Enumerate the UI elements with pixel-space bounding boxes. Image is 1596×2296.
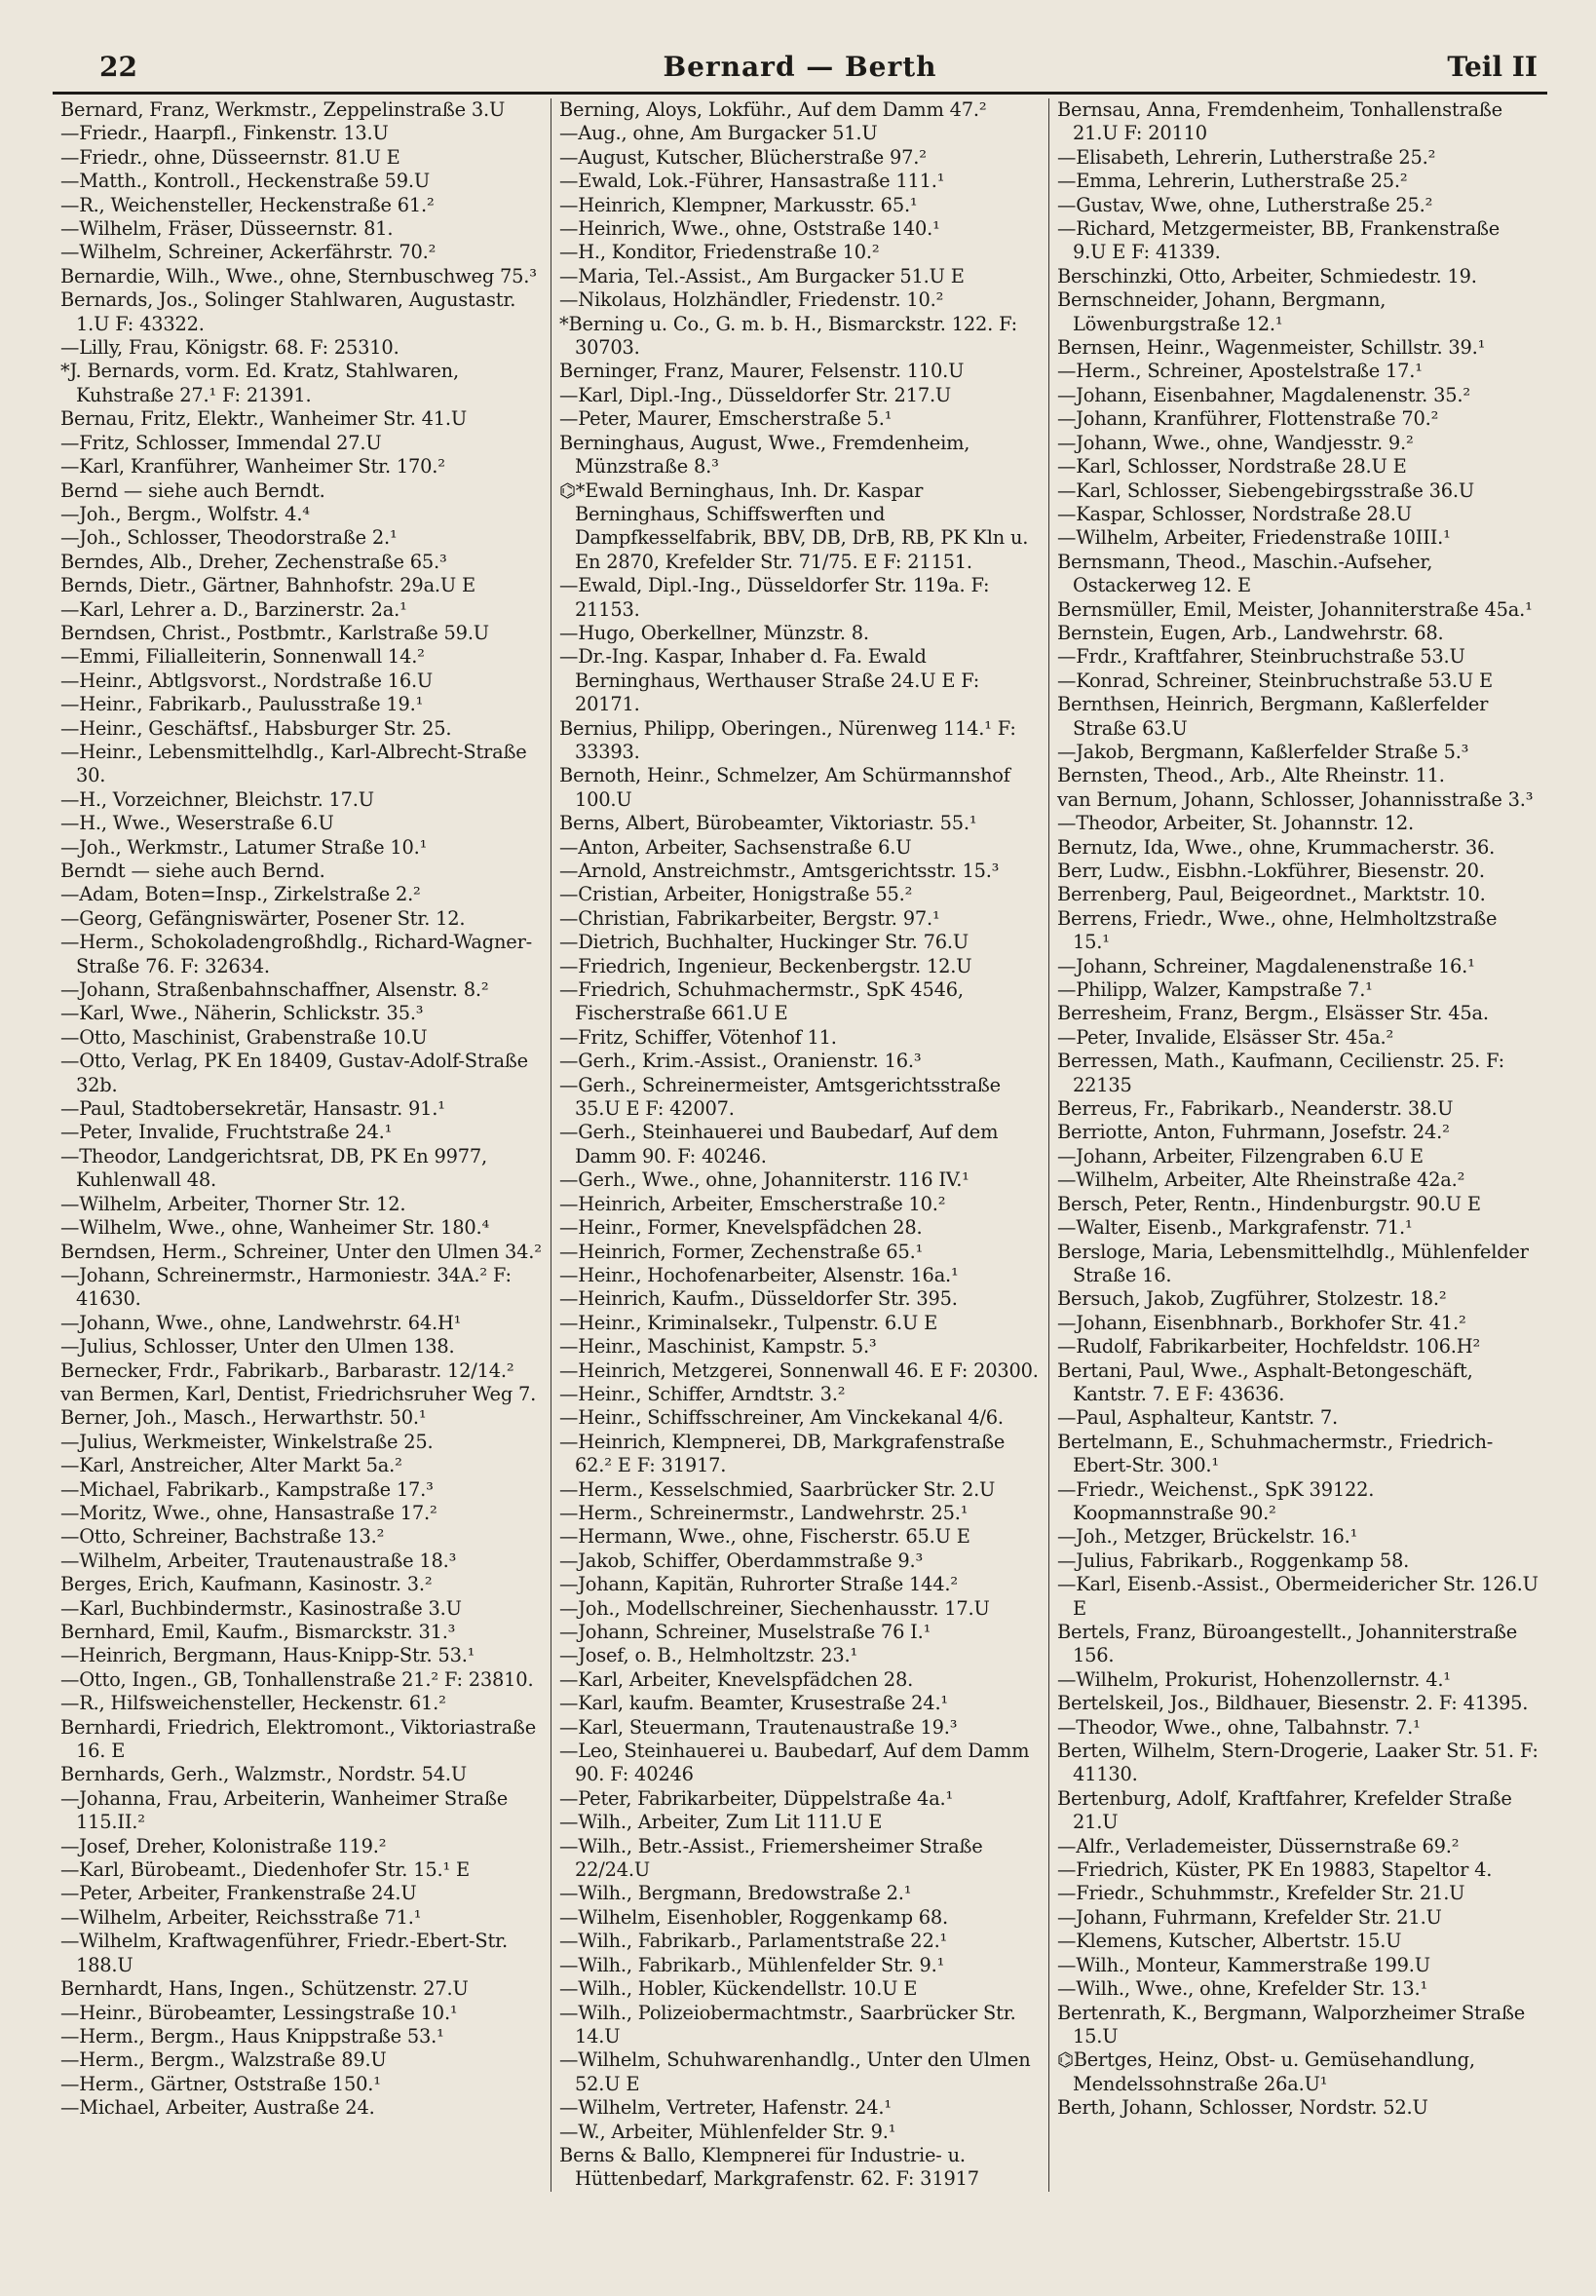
- directory-entry: —Johann, Eisenbhnarb., Borkhofer Str. 41.²: [1057, 1311, 1466, 1334]
- directory-entry: —Joh., Modellschreiner, Siechenhausstr. 17.U: [559, 1596, 990, 1620]
- directory-entry: Berninger, Franz, Maurer, Felsenstr. 110.U: [559, 360, 965, 383]
- directory-entry: —Wilhelm, Prokurist, Hohenzollernstr. 4.¹: [1057, 1667, 1451, 1691]
- directory-entry: —Emmi, Filialleiterin, Sonnenwall 14.²: [60, 645, 425, 669]
- directory-entry: —Heinr., Fabrikarb., Paulusstraße 19.¹: [60, 693, 424, 716]
- directory-entry: —Karl, Dipl.-Ing., Düsseldorfer Str. 217.U: [559, 383, 952, 406]
- directory-entry: —Heinr., Hochofenarbeiter, Alsenstr. 16a.¹: [559, 1263, 959, 1286]
- directory-entry: —Matth., Kontroll., Heckenstraße 59.U: [60, 170, 431, 193]
- directory-entry: —Jakob, Bergmann, Kaßlerfelder Straße 5.³: [1057, 740, 1469, 763]
- directory-entry: Berten, Wilhelm, Stern-Drogerie, Laaker Str. 51. F: 41130.: [1057, 1740, 1539, 1786]
- directory-entry: —Joh., Metzger, Brückelstr. 16.¹: [1057, 1525, 1358, 1549]
- directory-entry: Berner, Joh., Masch., Herwarthstr. 50.¹: [60, 1406, 427, 1430]
- directory-entry: Bernutz, Ida, Wwe., ohne, Krummacherstr. 36.: [1057, 835, 1496, 859]
- directory-entry: —Heinr., Schiffer, Arndtstr. 3.²: [559, 1382, 846, 1405]
- directory-entry: —Johann, Wwe., ohne, Wandjesstr. 9.²: [1057, 431, 1414, 454]
- directory-entry: —H., Vorzeichner, Bleichstr. 17.U: [60, 787, 374, 811]
- directory-entry: —Dietrich, Buchhalter, Huckinger Str. 76.U: [559, 931, 969, 954]
- directory-entry: Berresheim, Franz, Bergm., Elsässer Str. 45a.: [1057, 1002, 1489, 1025]
- directory-entry: Berns, Albert, Bürobeamter, Viktoriastr. 55.¹: [559, 812, 977, 835]
- directory-entry: —Karl, Steuermann, Trautenaustraße 19.³: [559, 1715, 958, 1739]
- directory-entry: —Paul, Asphalteur, Kantstr. 7.: [1057, 1406, 1339, 1430]
- directory-entry: Bernsten, Theod., Arb., Alte Rheinstr. 11.: [1057, 764, 1445, 787]
- columns: [53, 98, 1547, 2192]
- directory-entry: —Karl, Schlosser, Nordstraße 28.U E: [1057, 455, 1407, 478]
- directory-entry: —Wilhelm, Arbeiter, Thorner Str. 12.: [60, 1192, 406, 1215]
- directory-entry: —R., Hilfsweichensteller, Heckenstr. 61.²: [60, 1692, 446, 1715]
- directory-entry: Bersch, Peter, Rentn., Hindenburgstr. 90.U E: [1057, 1192, 1481, 1215]
- directory-entry: —Friedr., Haarpfl., Finkenstr. 13.U: [60, 122, 389, 145]
- directory-entry: Bernoth, Heinr., Schmelzer, Am Schürmannshof 100.U: [559, 764, 1010, 811]
- directory-entry: —August, Kutscher, Blücherstraße 97.²: [559, 145, 927, 169]
- directory-entry: —Friedrich, Ingenieur, Beckenbergstr. 12.U: [559, 954, 972, 977]
- directory-entry: Berreus, Fr., Fabrikarb., Neanderstr. 38.U: [1057, 1097, 1454, 1121]
- directory-entry: —Karl, Buchbindermstr., Kasinostraße 3.U: [60, 1596, 462, 1620]
- directory-entry: —Wilh., Polizeiobermachtmstr., Saarbrücker Str. 14.U: [559, 2001, 1016, 2047]
- directory-entry: —Karl, Bürobeamt., Diedenhofer Str. 15.¹ E: [60, 1858, 470, 1882]
- directory-entry: Berschinzki, Otto, Arbeiter, Schmiedestr. 19.: [1057, 264, 1477, 287]
- directory-entry: Berr, Ludw., Eisbhn.-Lokführer, Biesenstr. 20.: [1057, 860, 1485, 882]
- directory-entry: —Johann, Arbeiter, Filzengraben 6.U E: [1057, 1144, 1424, 1167]
- directory-entry: —Aug., ohne, Am Burgacker 51.U: [559, 122, 878, 145]
- directory-entry: —Heinr., Schiffsschreiner, Am Vinckekanal 4/6.: [559, 1406, 1004, 1430]
- directory-entry: Berndsen, Christ., Postbmtr., Karlstraße 59.U: [60, 621, 489, 644]
- directory-entry: *J. Bernards, vorm. Ed. Kratz, Stahlwaren, Kuhstraße 27.¹ F: 21391.: [60, 360, 459, 406]
- directory-entry: ⌬*Ewald Berninghaus, Inh. Dr. Kaspar Berninghaus, Schiffswerften und Dampfkesselfabrik, BBV, DB, DrB, RB, PK Kln u. En 2870, Krefelder Str. 71/75. E F: 21151.: [559, 478, 1029, 573]
- directory-entry: —Wilhelm, Arbeiter, Reichsstraße 71.¹: [60, 1905, 422, 1929]
- directory-entry: Bernsmann, Theod., Maschin.-Aufseher, Ostackerweg 12. E: [1057, 550, 1433, 597]
- directory-entry: —Klemens, Kutscher, Albertstr. 15.U: [1057, 1930, 1402, 1953]
- directory-entry: —Michael, Arbeiter, Austraße 24.: [60, 2096, 375, 2120]
- directory-entry: —Johann, Eisenbahner, Magdalenenstr. 35.²: [1057, 383, 1470, 406]
- directory-entry: ⌬Bertges, Heinz, Obst- u. Gemüsehandlung, Mendelssohnstraße 26a.U¹: [1057, 2048, 1475, 2095]
- directory-entry: —Wilhelm, Kraftwagenführer, Friedr.-Ebert-Str. 188.U: [60, 1930, 508, 1976]
- column-left: [53, 98, 551, 2192]
- directory-entry: Berges, Erich, Kaufmann, Kasinostr. 3.²: [60, 1573, 433, 1596]
- directory-entry: —Johann, Schreinermstr., Harmoniestr. 34A.² F: 41630.: [60, 1263, 512, 1311]
- directory-entry: —Wilh., Bergmann, Bredowstraße 2.¹: [559, 1882, 912, 1905]
- directory-entry: —Hugo, Oberkellner, Münzstr. 8.: [559, 621, 869, 644]
- directory-entry: —Herm., Gärtner, Oststraße 150.¹: [60, 2072, 381, 2095]
- directory-entry: Berrenberg, Paul, Beigeordnet., Marktstr. 10.: [1057, 883, 1486, 906]
- directory-entry: Bersloge, Maria, Lebensmittelhdlg., Mühlenfelder Straße 16.: [1057, 1240, 1529, 1286]
- directory-entry: —Heinrich, Klempner, Markusstr. 65.¹: [559, 193, 918, 216]
- directory-entry: —Otto, Schreiner, Bachstraße 13.²: [60, 1525, 385, 1549]
- directory-entry: Bernhardi, Friedrich, Elektromont., Viktoriastraße 16. E: [60, 1715, 536, 1763]
- directory-entry: —Moritz, Wwe., ohne, Hansastraße 17.²: [60, 1501, 437, 1524]
- directory-entry: Bernthsen, Heinrich, Bergmann, Kaßlerfelder Straße 63.U: [1057, 693, 1489, 740]
- directory-entry: —Gerh., Schreinermeister, Amtsgerichtsstraße 35.U E F: 42007.: [559, 1073, 1001, 1121]
- directory-entry: —Wilhelm, Vertreter, Hafenstr. 24.¹: [559, 2096, 892, 2120]
- directory-entry: —Christian, Fabrikarbeiter, Bergstr. 97.¹: [559, 906, 940, 930]
- directory-entry: —Elisabeth, Lehrerin, Lutherstraße 25.²: [1057, 145, 1436, 169]
- directory-entry: —Herm., Schreinermstr., Landwehrstr. 25.¹: [559, 1501, 969, 1524]
- directory-entry: —Philipp, Walzer, Kampstraße 7.¹: [1057, 978, 1373, 1002]
- directory-entry: —Fritz, Schiffer, Vötenhof 11.: [559, 1025, 837, 1049]
- directory-entry: —Cristian, Arbeiter, Honigstraße 55.²: [559, 883, 913, 906]
- directory-entry: van Bermen, Karl, Dentist, Friedrichsruher Weg 7.: [60, 1382, 537, 1405]
- directory-entry: —Otto, Maschinist, Grabenstraße 10.U: [60, 1025, 428, 1049]
- directory-entry: Bernecker, Frdr., Fabrikarb., Barbarastr. 12/14.²: [60, 1358, 514, 1382]
- directory-entry: Bertelskeil, Jos., Bildhauer, Biesenstr. 2. F: 41395.: [1057, 1692, 1529, 1715]
- directory-entry: —Joh., Schlosser, Theodorstraße 2.¹: [60, 526, 398, 550]
- directory-entry: Bertani, Paul, Wwe., Asphalt-Betongeschäft, Kantstr. 7. E F: 43636.: [1057, 1358, 1473, 1405]
- directory-entry: —Heinr., Abtlgsvorst., Nordstraße 16.U: [60, 669, 434, 692]
- directory-entry: —Josef, Dreher, Kolonistraße 119.²: [60, 1834, 387, 1857]
- directory-entry: Bersuch, Jakob, Zugführer, Stolzestr. 18.²: [1057, 1287, 1447, 1311]
- directory-entry: —Wilhelm, Wwe., ohne, Wanheimer Str. 180.⁴: [60, 1216, 490, 1240]
- directory-entry: Berndsen, Herm., Schreiner, Unter den Ulmen 34.²: [60, 1240, 542, 1263]
- directory-entry: —Peter, Arbeiter, Frankenstraße 24.U: [60, 1882, 417, 1905]
- directory-entry: Bernhard, Emil, Kaufm., Bismarckstr. 31.³: [60, 1621, 456, 1643]
- directory-entry: —W., Arbeiter, Mühlenfelder Str. 9.¹: [559, 2120, 896, 2143]
- directory-entry: —Wilh., Hobler, Kückendellstr. 10.U E: [559, 1977, 918, 2001]
- directory-entry: Bernsau, Anna, Fremdenheim, Tonhallenstraße 21.U F: 20110: [1057, 98, 1502, 145]
- directory-entry: —Michael, Fabrikarb., Kampstraße 17.³: [60, 1477, 434, 1501]
- directory-entry: —Julius, Fabrikarb., Roggenkamp 58.: [1057, 1549, 1410, 1572]
- directory-entry: —Johann, Schreiner, Muselstraße 76 I.¹: [559, 1621, 931, 1643]
- directory-entry: —Alfr., Verlademeister, Düssernstraße 69.²: [1057, 1834, 1460, 1857]
- directory-entry: —Gerh., Wwe., ohne, Johanniterstr. 116 IV.¹: [559, 1168, 969, 1192]
- directory-entry: —Ewald, Lok.-Führer, Hansastraße 111.¹: [559, 170, 945, 193]
- directory-entry: —Wilhelm, Arbeiter, Alte Rheinstraße 42a.²: [1057, 1168, 1465, 1192]
- directory-entry: Bernschneider, Johann, Bergmann, Löwenburgstraße 12.¹: [1057, 288, 1387, 335]
- directory-entry: —Wilh., Wwe., ohne, Krefelder Str. 13.¹: [1057, 1977, 1428, 2001]
- directory-entry: —Karl, Lehrer a. D., Barzinerstr. 2a.¹: [60, 597, 407, 621]
- directory-entry: —Josef, o. B., Helmholtzstr. 23.¹: [559, 1644, 858, 1667]
- directory-entry: —Julius, Schlosser, Unter den Ulmen 138.: [60, 1335, 455, 1358]
- directory-entry: —Frdr., Kraftfahrer, Steinbruchstraße 53.U: [1057, 645, 1465, 669]
- directory-entry: —R., Weichensteller, Heckenstraße 61.²: [60, 193, 435, 216]
- directory-entry: —Johann, Fuhrmann, Krefelder Str. 21.U: [1057, 1905, 1442, 1929]
- directory-entry: —Heinrich, Wwe., ohne, Oststraße 140.¹: [559, 217, 940, 241]
- directory-entry: —Heinrich, Bergmann, Haus-Knipp-Str. 53.¹: [60, 1644, 475, 1667]
- directory-entry: —Peter, Maurer, Emscherstraße 5.¹: [559, 407, 893, 431]
- directory-entry: Bernsmüller, Emil, Meister, Johanniterstraße 45a.¹: [1057, 597, 1533, 621]
- directory-entry: Berninghaus, August, Wwe., Fremdenheim, Münzstraße 8.³: [559, 431, 970, 478]
- directory-entry: Berndt — siehe auch Bernd.: [60, 860, 325, 882]
- page-number: 22: [99, 51, 137, 83]
- directory-entry: —Otto, Ingen., GB, Tonhallenstraße 21.² F: 23810.: [60, 1667, 534, 1691]
- directory-entry: —Heinr., Maschinist, Kampstr. 5.³: [559, 1335, 877, 1358]
- directory-entry: —Fritz, Schlosser, Immendal 27.U: [60, 431, 382, 454]
- directory-entry: —Friedrich, Schuhmachermstr., SpK 4546, Fischerstraße 661.U E: [559, 978, 964, 1025]
- directory-entry: Bernius, Philipp, Oberingen., Nürenweg 114.¹ F: 33393.: [559, 716, 1016, 763]
- directory-entry: Berriotte, Anton, Fuhrmann, Josefstr. 24.²: [1057, 1121, 1450, 1144]
- directory-entry: Bernau, Fritz, Elektr., Wanheimer Str. 41.U: [60, 407, 467, 431]
- directory-entry: —Wilhelm, Eisenhobler, Roggenkamp 68.: [559, 1905, 949, 1929]
- directory-entry: —Emma, Lehrerin, Lutherstraße 25.²: [1057, 170, 1408, 193]
- directory-entry: Bernds, Dietr., Gärtner, Bahnhofstr. 29a.U E: [60, 574, 475, 597]
- directory-entry: Bertels, Franz, Büroangestellt., Johanniterstraße 156.: [1057, 1621, 1517, 1667]
- directory-entry: Bernardie, Wilh., Wwe., ohne, Sternbuschweg 75.³: [60, 264, 537, 287]
- directory-entry: Bertelmann, E., Schuhmachermstr., Friedrich-Ebert-Str. 300.¹: [1057, 1430, 1494, 1477]
- directory-entry: —Wilh., Fabrikarb., Parlamentstraße 22.¹: [559, 1930, 948, 1953]
- directory-entry: —Karl, Anstreicher, Alter Markt 5a.²: [60, 1454, 402, 1477]
- directory-entry: —Theodor, Wwe., ohne, Talbahnstr. 7.¹: [1057, 1715, 1421, 1739]
- directory-entry: —Karl, Kranführer, Wanheimer Str. 170.²: [60, 455, 445, 478]
- directory-entry: Bertenburg, Adolf, Kraftfahrer, Krefelder Straße 21.U: [1057, 1786, 1512, 1834]
- directory-entry: —Wilhelm, Arbeiter, Trautenaustraße 18.³: [60, 1549, 457, 1572]
- directory-entry: —Theodor, Landgerichtsrat, DB, PK En 9977, Kuhlenwall 48.: [60, 1144, 487, 1192]
- directory-entry: —Dr.-Ing. Kaspar, Inhaber d. Fa. Ewald Berninghaus, Werthauser Straße 24.U E F: 20171.: [559, 645, 980, 716]
- directory-entry: —Maria, Tel.-Assist., Am Burgacker 51.U E: [559, 264, 965, 287]
- directory-entry: —Friedr., Weichenst., SpK 39122. Koopmannstraße 90.²: [1057, 1477, 1375, 1524]
- directory-entry: —Heinr., Former, Knevelspfädchen 28.: [559, 1216, 923, 1240]
- directory-entry: —Heinrich, Metzgerei, Sonnenwall 46. E F: 20300.: [559, 1358, 1039, 1382]
- directory-entry: —Walter, Eisenb., Markgrafenstr. 71.¹: [1057, 1216, 1413, 1240]
- directory-entry: —Herm., Schreiner, Apostelstraße 17.¹: [1057, 360, 1423, 383]
- directory-entry: Bernstein, Eugen, Arb., Landwehrstr. 68.: [1057, 621, 1444, 644]
- directory-entry: —Wilhelm, Fräser, Düsseernstr. 81.: [60, 217, 394, 241]
- directory-entry: Bernhardt, Hans, Ingen., Schützenstr. 27.U: [60, 1977, 469, 2001]
- directory-entry: —Konrad, Schreiner, Steinbruchstraße 53.U E: [1057, 669, 1493, 692]
- directory-entry: —Heinr., Kriminalsekr., Tulpenstr. 6.U E: [559, 1311, 938, 1334]
- directory-entry: —Herm., Kesselschmied, Saarbrücker Str. 2.U: [559, 1477, 996, 1501]
- directory-entry: Bernards, Jos., Solinger Stahlwaren, Augustastr. 1.U F: 43322.: [60, 288, 516, 335]
- directory-entry: —Gerh., Krim.-Assist., Oranienstr. 16.³: [559, 1050, 922, 1073]
- directory-entry: —Heinrich, Arbeiter, Emscherstraße 10.²: [559, 1192, 946, 1215]
- directory-entry: —Joh., Werkmstr., Latumer Straße 10.¹: [60, 835, 428, 859]
- directory-entry: Bernhards, Gerh., Walzmstr., Nordstr. 54.U: [60, 1763, 467, 1786]
- directory-entry: —Herm., Bergm., Haus Knippstraße 53.¹: [60, 2024, 444, 2047]
- directory-entry: Bertenrath, K., Bergmann, Walporzheimer Straße 15.U: [1057, 2001, 1525, 2047]
- directory-entry: Berning, Aloys, Lokführ., Auf dem Damm 47.²: [559, 98, 987, 121]
- directory-entry: —Wilhelm, Schuhwarenhandlg., Unter den Ulmen 52.U E: [559, 2048, 1031, 2095]
- directory-entry: —Karl, Arbeiter, Knevelspfädchen 28.: [559, 1667, 914, 1691]
- directory-entry: —Paul, Stadtobersekretär, Hansastr. 91.¹: [60, 1097, 445, 1121]
- directory-entry: —Johann, Kranführer, Flottenstraße 70.²: [1057, 407, 1439, 431]
- directory-entry: —Heinr., Bürobeamter, Lessingstraße 10.¹: [60, 2001, 458, 2024]
- directory-entry: *Berning u. Co., G. m. b. H., Bismarckstr. 122. F: 30703.: [559, 312, 1017, 360]
- directory-entry: Bernard, Franz, Werkmstr., Zeppelinstraße 3.U: [60, 98, 506, 121]
- directory-entry: —Heinrich, Klempnerei, DB, Markgrafenstraße 62.² E F: 31917.: [559, 1430, 1006, 1477]
- column-middle: [551, 98, 1048, 2192]
- directory-entry: —Otto, Verlag, PK En 18409, Gustav-Adolf-Straße 32b.: [60, 1050, 528, 1096]
- directory-entry: —Heinr., Geschäftsf., Habsburger Str. 25.: [60, 716, 452, 740]
- directory-entry: —H., Konditor, Friedenstraße 10.²: [559, 241, 880, 264]
- directory-entry: —Herm., Schokoladengroßhdlg., Richard-Wagner-Straße 76. F: 32634.: [60, 931, 532, 977]
- directory-entry: —Heinrich, Kaufm., Düsseldorfer Str. 395.: [559, 1287, 958, 1311]
- directory-entry: —Wilhelm, Schreiner, Ackerfährstr. 70.²: [60, 241, 437, 264]
- directory-entry: —Friedr., ohne, Düsseernstr. 81.U E: [60, 145, 400, 169]
- directory-entry: —Georg, Gefängniswärter, Posener Str. 12.: [60, 906, 466, 930]
- directory-entry: —Karl, kaufm. Beamter, Krusestraße 24.¹: [559, 1692, 948, 1715]
- directory-entry: —Johann, Schreiner, Magdalenenstraße 16.¹: [1057, 954, 1475, 977]
- directory-entry: —Peter, Fabrikarbeiter, Düppelstraße 4a.¹: [559, 1786, 954, 1810]
- column-right: [1048, 98, 1546, 2192]
- directory-entry: —Gustav, Wwe, ohne, Lutherstraße 25.²: [1057, 193, 1433, 216]
- directory-entry: Bernsen, Heinr., Wagenmeister, Schillstr. 39.¹: [1057, 336, 1486, 360]
- directory-entry: —Anton, Arbeiter, Sachsenstraße 6.U: [559, 835, 912, 859]
- directory-entry: —Hermann, Wwe., ohne, Fischerstr. 65.U E: [559, 1525, 970, 1549]
- directory-entry: —Rudolf, Fabrikarbeiter, Hochfeldstr. 106.H²: [1057, 1335, 1481, 1358]
- directory-entry: —Arnold, Anstreichmstr., Amtsgerichtsstr. 15.³: [559, 860, 1000, 882]
- directory-entry: —Karl, Wwe., Näherin, Schlickstr. 35.³: [60, 1002, 424, 1025]
- directory-entry: —Johanna, Frau, Arbeiterin, Wanheimer Straße 115.II.²: [60, 1786, 509, 1834]
- directory-entry: —Joh., Bergm., Wolfstr. 4.⁴: [60, 502, 310, 525]
- directory-entry: —Friedrich, Küster, PK En 19883, Stapeltor 4.: [1057, 1858, 1493, 1882]
- directory-entry: —Nikolaus, Holzhändler, Friedenstr. 10.²: [559, 288, 944, 312]
- directory-entry: —Leo, Steinhauerei u. Baubedarf, Auf dem Damm 90. F: 40246: [559, 1740, 1030, 1786]
- directory-entry: —Ewald, Dipl.-Ing., Düsseldorfer Str. 119a. F: 21153.: [559, 574, 990, 621]
- directory-entry: —Jakob, Schiffer, Oberdammstraße 9.³: [559, 1549, 924, 1572]
- directory-entry: Berns & Ballo, Klempnerei für Industrie- u. Hüttenbedarf, Markgrafenstr. 62. F: 31917: [559, 2143, 979, 2191]
- directory-entry: Berrens, Friedr., Wwe., ohne, Helmholtzstraße 15.¹: [1057, 906, 1498, 954]
- directory-entry: —Julius, Werkmeister, Winkelstraße 25.: [60, 1430, 434, 1453]
- directory-entry: —Peter, Invalide, Fruchtstraße 24.¹: [60, 1121, 393, 1144]
- directory-entry: Berth, Johann, Schlosser, Nordstr. 52.U: [1057, 2096, 1428, 2120]
- part-label: Teil II: [1447, 51, 1538, 83]
- page-header: [53, 47, 1547, 95]
- directory-entry: —Richard, Metzgermeister, BB, Frankenstraße 9.U E F: 41339.: [1057, 217, 1501, 264]
- directory-entry: —Johann, Wwe., ohne, Landwehrstr. 64.H¹: [60, 1311, 462, 1334]
- directory-entry: Bernd — siehe auch Berndt.: [60, 478, 325, 502]
- directory-entry: —Kaspar, Schlosser, Nordstraße 28.U: [1057, 502, 1412, 525]
- page-title: Bernard — Berth: [663, 51, 937, 83]
- directory-entry: —Gerh., Steinhauerei und Baubedarf, Auf dem Damm 90. F: 40246.: [559, 1121, 999, 1167]
- directory-entry: —Johann, Straßenbahnschaffner, Alsenstr. 8.²: [60, 978, 489, 1002]
- directory-entry: Berndes, Alb., Dreher, Zechenstraße 65.³: [60, 550, 447, 573]
- directory-entry: —H., Wwe., Weserstraße 6.U: [60, 812, 334, 835]
- directory-entry: —Wilh., Betr.-Assist., Friemersheimer Straße 22/24.U: [559, 1834, 983, 1882]
- directory-entry: —Lilly, Frau, Königstr. 68. F: 25310.: [60, 336, 399, 360]
- directory-entry: —Wilh., Arbeiter, Zum Lit 111.U E: [559, 1811, 883, 1834]
- directory-entry: —Friedr., Schuhmmstr., Krefelder Str. 21.U: [1057, 1882, 1465, 1905]
- directory-entry: —Herm., Bergm., Walzstraße 89.U: [60, 2048, 387, 2072]
- directory-entry: Berressen, Math., Kaufmann, Cecilienstr. 25. F: 22135: [1057, 1050, 1504, 1096]
- directory-entry: —Theodor, Arbeiter, St. Johannstr. 12.: [1057, 812, 1414, 835]
- directory-entry: —Heinrich, Former, Zechenstraße 65.¹: [559, 1240, 924, 1263]
- directory-entry: —Johann, Kapitän, Ruhrorter Straße 144.²: [559, 1573, 958, 1596]
- directory-entry: —Karl, Schlosser, Siebengebirgsstraße 36.U: [1057, 478, 1475, 502]
- directory-entry: —Heinr., Lebensmittelhdlg., Karl-Albrecht-Straße 30.: [60, 740, 527, 787]
- directory-entry: —Adam, Boten=Insp., Zirkelstraße 2.²: [60, 883, 421, 906]
- directory-entry: —Wilhelm, Arbeiter, Friedenstraße 10III.¹: [1057, 526, 1451, 550]
- directory-entry: —Peter, Invalide, Elsässer Str. 45a.²: [1057, 1025, 1394, 1049]
- directory-entry: —Wilh., Fabrikarb., Mühlenfelder Str. 9.¹: [559, 1953, 945, 1976]
- directory-entry: van Bernum, Johann, Schlosser, Johannisstraße 3.³: [1057, 787, 1534, 811]
- directory-entry: —Wilh., Monteur, Kammerstraße 199.U: [1057, 1953, 1430, 1976]
- directory-entry: —Karl, Eisenb.-Assist., Obermeidericher Str. 126.U E: [1057, 1573, 1539, 1620]
